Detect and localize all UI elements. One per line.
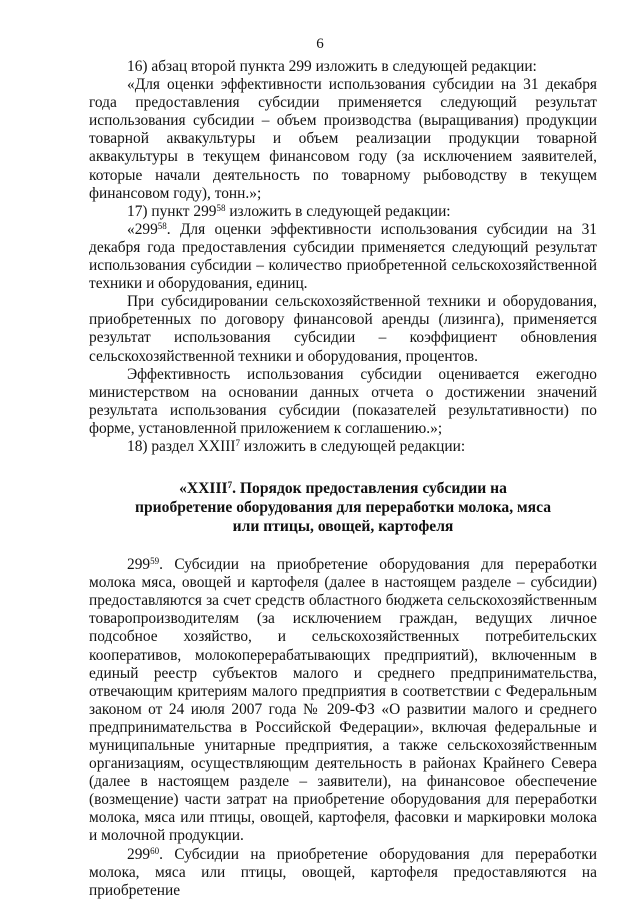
page-number: 6 — [316, 36, 324, 52]
item-17-text-end: изложить в следующей редакции: — [225, 202, 451, 220]
section-heading-num: «XXIII — [179, 480, 228, 498]
section-heading-sup: 7 — [227, 480, 233, 491]
document-body — [89, 58, 597, 900]
paragraph-299-59-text: . Субсидии на приобретение оборудования для переработки молока мяса, овощей и картофеля (далее в настоящем разделе – субсидии) предоставляются за счет средств областного бюджета сельскохозяйственным товаропроизводителям (за исключением граждан, ведущих личное подсобное хозяйство, и сельскохозяйственных потребительских кооперативов, молокоперерабатывающих предприятий), включенным в единый реестр субъектов малого и среднего предпринимательства, отвечающим критериям малого предприятия в соответствии с Федеральным законом от 24 июля 2007 года № 209-ФЗ «О развитии малого и среднего предпринимательства в Российской Федерации», включая федеральные и муниципальные унитарные предприятия, а также сельскохозяйственным организациям, осуществляющим деятельность в районах Крайнего Севера (далее в настоящем разделе – заявители), на финансовое обеспечение (возмещение) части затрат на приобретение оборудования для переработки молока, мяса или птицы, овощей, картофеля, фасовки и маркировки молока и молочной продукции. — [89, 556, 597, 845]
item-16: 16) абзац второй пункта 299 изложить в следующей редакции: — [127, 58, 537, 75]
paragraph-299-58-num: «299 — [127, 220, 158, 238]
paragraph-299-59 — [89, 556, 597, 846]
item-18-sup: 7 — [235, 438, 240, 449]
item-18-text: 18) раздел XXIII — [127, 437, 236, 455]
paragraph-299-60-text: . Субсидии на приобретение оборудования для переработки молока, мяса или птицы, овощей, картофеля предоставляются на приобретение — [89, 845, 597, 899]
item-18 — [89, 438, 597, 456]
paragraph-299-58-text: . Для оценки эффективности использования субсидии на 31 декабря года предоставления субсидии применяется следующий результат использования субсидии – количество приобретенной сельскохозяйственной техники и оборудования, единиц. — [89, 220, 597, 293]
paragraph-299-58-sup: 58 — [157, 220, 167, 231]
section-heading-title: . Порядок предоставления субсидии на приобретение оборудования для переработки молока, мяса или птицы, овощей, картофеля — [135, 480, 551, 536]
item-17-sup: 58 — [216, 202, 226, 213]
item-17 — [89, 203, 597, 221]
paragraph-299-60 — [89, 846, 597, 900]
item-17-text: 17) пункт 299 — [127, 202, 217, 220]
paragraph-299-60-num: 299 — [127, 845, 151, 863]
paragraph-efficiency: Эффективность использования субсидии оценивается ежегодно министерством на основании данных отчета о достижении значений результата использования субсидии (показателей результативности) по форме, установленной приложением к соглашению.»; — [89, 365, 597, 437]
paragraph-299-58 — [89, 221, 597, 293]
paragraph-299-60-sup: 60 — [150, 845, 160, 856]
paragraph-299-59-num: 299 — [127, 556, 151, 574]
section-heading — [89, 479, 597, 536]
paragraph-leasing: При субсидировании сельскохозяйственной техники и оборудования, приобретенных по договору финансовой аренды (лизинга), применяется результат использования субсидии – коэффициент обновления сельскохозяйственной техники и оборудования, процентов. — [89, 293, 597, 365]
item-18-text-end: изложить в следующей редакции: — [240, 437, 466, 455]
quote-16: «Для оценки эффективности использования субсидии на 31 декабря года предоставления субсидии применяется следующий результат использования субсидии – объем производства (выращивания) продукции товарной аквакультуры и объем реализации продукции товарной аквакультуры в текущем финансовом году (за исключением заявителей, которые начали деятельность по товарному рыбоводству в текущем финансовом году), тонн.»; — [89, 76, 597, 202]
paragraph-299-59-sup: 59 — [150, 556, 160, 567]
